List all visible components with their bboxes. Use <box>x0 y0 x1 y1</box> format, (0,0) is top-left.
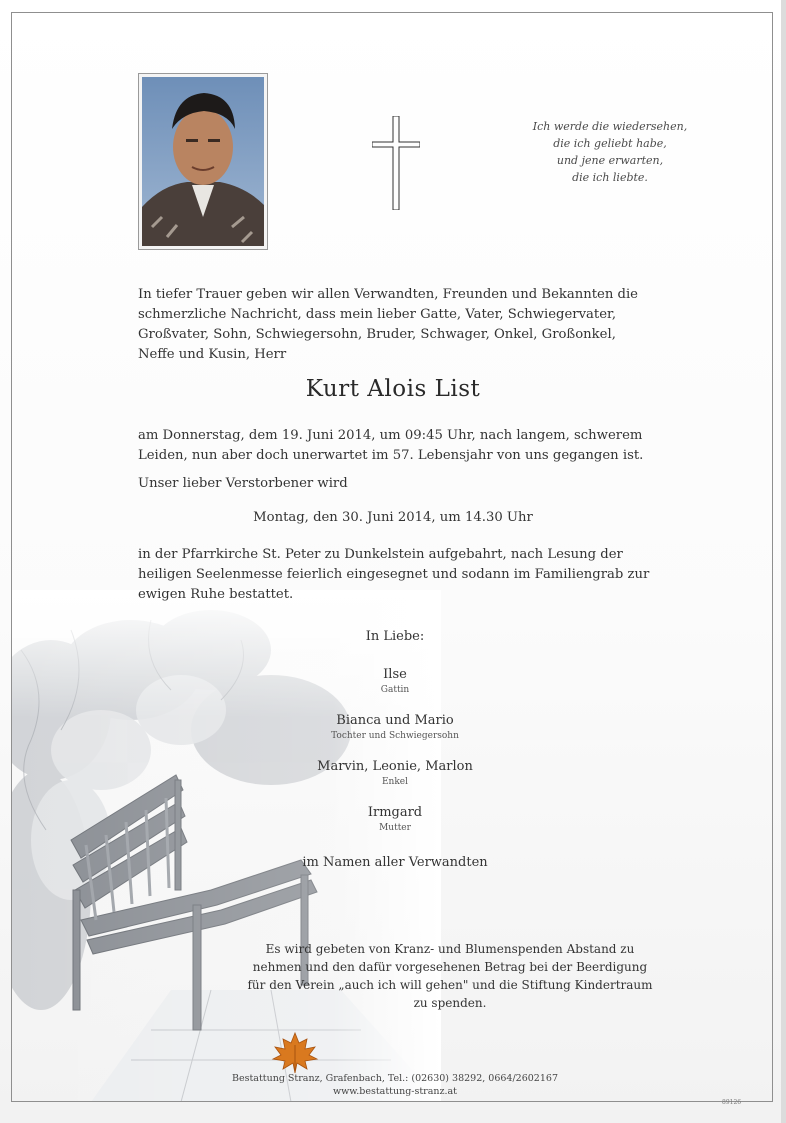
all-relatives-line: im Namen aller Verwandten <box>302 855 488 870</box>
cross-icon <box>372 116 420 210</box>
burial-paragraph <box>138 545 658 605</box>
quote-block <box>505 118 715 186</box>
mourner-relation: Enkel <box>381 777 409 787</box>
unser-line: Unser lieber Verstorbener wird <box>138 476 348 491</box>
mourner-relation: Tochter und Schwiegersohn <box>331 731 459 741</box>
burial-line: in der Pfarrkirche St. Peter zu Dunkelstein aufgebahrt, nach Lesung der <box>138 547 623 562</box>
closing-line: Es wird gebeten von Kranz- und Blumenspenden Abstand zu <box>265 942 635 956</box>
donation-request <box>240 940 660 1012</box>
death-line: Leiden, nun aber doch unerwartet im 57. Lebensjahr von uns gegangen ist. <box>138 448 644 463</box>
mourner-relation: Mutter <box>379 823 411 833</box>
mourner-name: Ilse <box>383 667 407 682</box>
mourner-entry <box>250 713 540 741</box>
scan-edge <box>781 0 786 1123</box>
death-paragraph <box>138 426 658 466</box>
quote-line: die ich geliebt habe, <box>553 137 667 150</box>
closing-line: zu spenden. <box>413 996 487 1010</box>
intro-line: schmerzliche Nachricht, dass mein lieber Gatte, Vater, Schwiegervater, <box>138 307 617 322</box>
intro-line: In tiefer Trauer geben wir allen Verwandten, Freunden und Bekannten die <box>138 287 638 302</box>
death-line: am Donnerstag, dem 19. Juni 2014, um 09:45 Uhr, nach langem, schwerem <box>138 428 643 443</box>
mourner-name: Marvin, Leonie, Marlon <box>317 759 473 774</box>
mourner-entry <box>250 759 540 787</box>
funeral-date: Montag, den 30. Juni 2014, um 14.30 Uhr <box>253 510 533 525</box>
closing-line: nehmen und den dafür vorgesehenen Betrag bei der Beerdigung <box>252 960 648 974</box>
mourner-entry <box>250 805 540 833</box>
mourner-name: Bianca und Mario <box>336 713 454 728</box>
closing-line: für den Verein „auch ich will gehen" und die Stiftung Kindertraum <box>247 978 653 992</box>
form-code: 89126 <box>722 1099 742 1106</box>
deceased-name: Kurt Alois List <box>305 376 481 402</box>
undertaker-footer <box>210 1072 580 1098</box>
quote-line: Ich werde die wiedersehen, <box>532 120 688 133</box>
intro-paragraph <box>138 285 658 365</box>
portrait-photo <box>138 73 268 250</box>
burial-line: ewigen Ruhe bestattet. <box>138 587 294 602</box>
quote-line: und jene erwarten, <box>556 154 664 167</box>
intro-line: Neffe und Kusin, Herr <box>138 347 287 362</box>
footer-contact: Bestattung Stranz, Grafenbach, Tel.: (02630) 38292, 0664/2602167 <box>231 1073 558 1084</box>
quote-line: die ich liebte. <box>572 171 648 184</box>
mourner-name: Irmgard <box>367 805 423 820</box>
intro-line: Großvater, Sohn, Schwiegersohn, Bruder, Schwager, Onkel, Großonkel, <box>138 327 616 342</box>
mourner-relation: Gattin <box>380 685 410 695</box>
in-liebe-heading: In Liebe: <box>365 629 425 644</box>
mourner-entry <box>250 667 540 695</box>
maple-leaf-icon <box>271 1031 319 1075</box>
footer-website[interactable]: www.bestattung-stranz.at <box>332 1086 458 1097</box>
burial-line: heiligen Seelenmesse feierlich eingesegnet und sodann im Familiengrab zur <box>138 567 650 582</box>
